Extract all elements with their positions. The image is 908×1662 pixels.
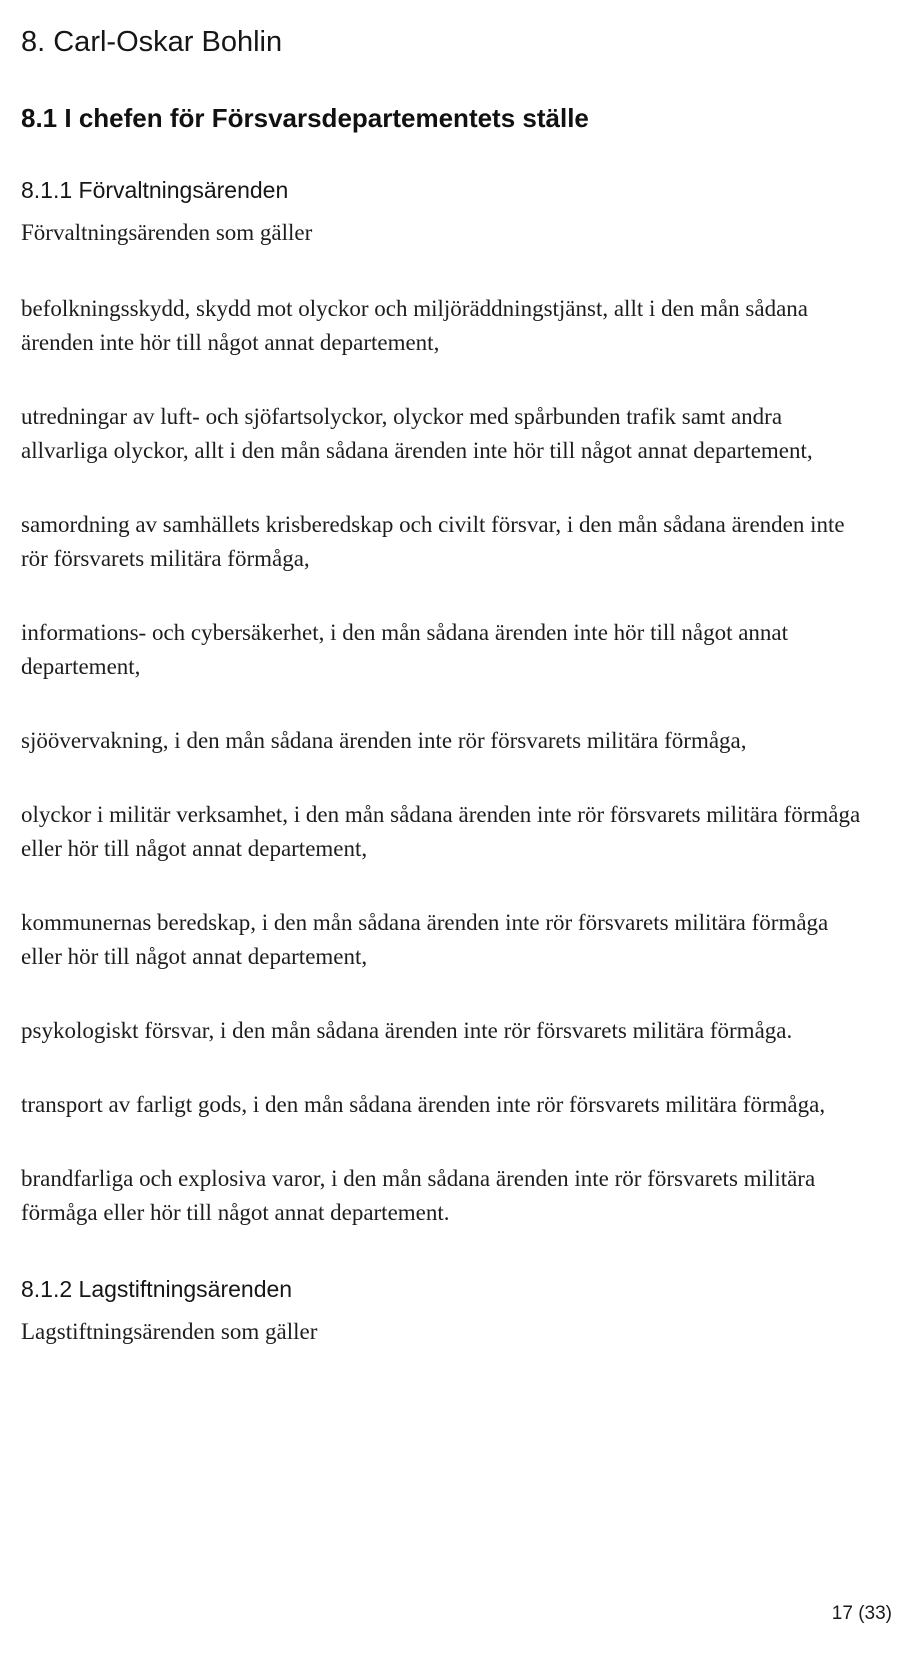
subsection-intro: Lagstiftningsärenden som gäller (21, 1319, 318, 1344)
subsection-forvaltningsarenden (21, 177, 861, 1230)
subsection-heading-lagstiftningsarenden: 8.1.2 Lagstiftningsärenden (21, 1276, 293, 1302)
body-paragraph: befolkningsskydd, skydd mot olyckor och miljöräddningstjänst, allt i den mån sådana ärenden inte hör till något annat departement, (21, 296, 808, 355)
subsection-intro: Förvaltningsärenden som gäller (21, 220, 313, 245)
page-number: 17 (33) (831, 1603, 892, 1624)
body-paragraph: utredningar av luft- och sjöfartsolyckor, olyckor med spårbunden trafik samt andra allvarliga olyckor, allt i den mån sådana ärenden inte hör till något annat departement, (21, 404, 813, 463)
body-paragraph: samordning av samhällets krisberedskap och civilt försvar, i den mån sådana ärenden inte rör försvarets militära förmåga, (21, 512, 845, 571)
section-heading: 8.1 I chefen för Försvarsdepartementets ställe (21, 103, 589, 133)
document-content (21, 26, 861, 1349)
body-paragraph: informations- och cybersäkerhet, i den mån sådana ärenden inte hör till något annat departement, (21, 620, 789, 679)
body-paragraph: sjöövervakning, i den mån sådana ärenden inte rör försvarets militära förmåga, (21, 728, 747, 753)
subsection-lagstiftningsarenden (21, 1276, 861, 1349)
body-paragraph: olyckor i militär verksamhet, i den mån sådana ärenden inte rör försvarets militära förmåga eller hör till något annat departement, (21, 802, 861, 861)
chapter-heading: 8. Carl-Oskar Bohlin (21, 26, 283, 58)
body-paragraph: psykologiskt försvar, i den mån sådana ärenden inte rör försvarets militära förmåga. (21, 1018, 793, 1043)
body-paragraph: transport av farligt gods, i den mån sådana ärenden inte rör försvarets militära förmåga, (21, 1092, 826, 1117)
body-paragraph: kommunernas beredskap, i den mån sådana ärenden inte rör försvarets militära förmåga eller hör till något annat departement, (21, 910, 829, 969)
body-paragraph: brandfarliga och explosiva varor, i den mån sådana ärenden inte rör försvarets militära förmåga eller hör till något annat departement. (21, 1166, 816, 1225)
subsection-heading-forvaltningsarenden: 8.1.1 Förvaltningsärenden (21, 177, 289, 203)
